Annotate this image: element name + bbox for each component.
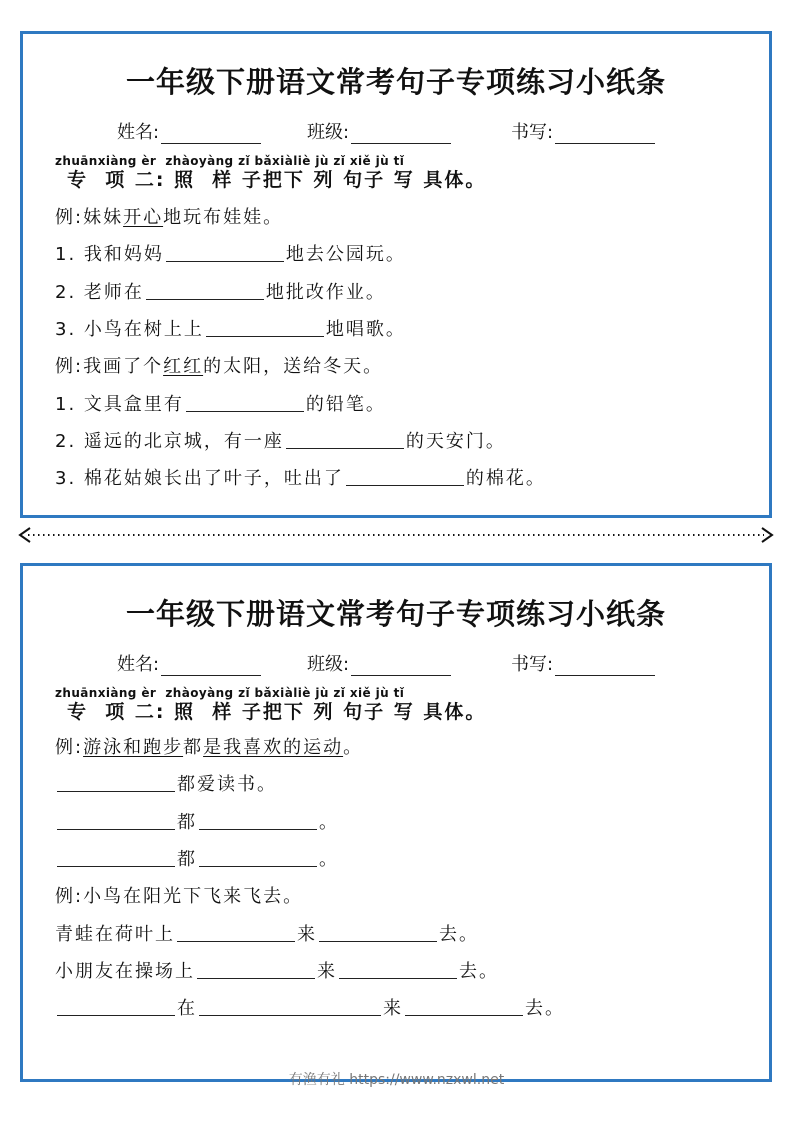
answer-blank[interactable] (346, 467, 464, 486)
answer-blank[interactable] (57, 773, 175, 792)
answer-blank[interactable] (206, 318, 324, 337)
exercise-line: 2. 老师在 地批改作业。 (55, 282, 386, 303)
section-heading: 专 项 二: 照 样 子把下 列 句子 写 具体。 (67, 701, 487, 723)
exercise-line: 都 。 (55, 811, 339, 835)
writing-blank[interactable] (555, 657, 655, 676)
footer-watermark: 有渔有礼 https://www.nzxwl.net (288, 1072, 505, 1088)
answer-blank[interactable] (177, 923, 295, 942)
worksheet-title: 一年级下册语文常考句子专项练习小纸条 (125, 597, 666, 631)
exercise-line: 1. 我和妈妈 地去公园玩。 (55, 244, 406, 265)
name-blank[interactable] (161, 657, 261, 676)
example-underline: 红红 (163, 356, 204, 377)
writing-label: 书写: (511, 122, 554, 143)
answer-blank[interactable] (57, 997, 175, 1016)
worksheet-title: 一年级下册语文常考句子专项练习小纸条 (125, 65, 666, 99)
answer-blank[interactable] (57, 811, 175, 830)
answer-blank[interactable] (199, 811, 317, 830)
answer-blank[interactable] (199, 997, 381, 1016)
class-label: 班级: (307, 654, 350, 675)
cut-line-divider (18, 527, 774, 543)
name-field[interactable] (117, 122, 261, 144)
exercise-line: 青蛙在荷叶上 来 去。 (55, 924, 479, 945)
example-sentence: 例:小鸟在阳光下飞来飞去。 (55, 886, 304, 907)
class-field[interactable] (307, 654, 451, 676)
exercise-line: 小朋友在操场上 来 去。 (55, 961, 499, 982)
section-pinyin: zhuānxiàng èr zhàoyàng zǐ bǎxiàliè jù zǐ xiě jù tǐ (55, 686, 405, 700)
exercise-line: 都爱读书。 (55, 773, 277, 797)
name-field[interactable] (117, 654, 261, 676)
exercise-line: 3. 小鸟在树上上 地唱歌。 (55, 319, 406, 340)
example-sentence: 例:妹妹开心地玩布娃娃。 (55, 207, 284, 228)
exercise-line: 2. 遥远的北京城，有一座 的天安门。 (55, 431, 506, 452)
writing-field[interactable] (511, 122, 655, 144)
exercise-line: 3. 棉花姑娘长出了叶子，吐出了 的棉花。 (55, 468, 546, 489)
answer-blank[interactable] (57, 848, 175, 867)
answer-blank[interactable] (166, 243, 284, 262)
section-heading: 专 项 二: 照 样 子把下 列 句子 写 具体。 (67, 169, 487, 191)
name-blank[interactable] (161, 125, 261, 144)
exercise-line: 在 来 去。 (55, 997, 565, 1021)
exercise-line: 1. 文具盒里有 的铅笔。 (55, 394, 386, 415)
example-underline: 是我喜欢的运动 (203, 737, 344, 758)
example-sentence: 例:我画了个红红的太阳，送给冬天。 (55, 356, 384, 377)
answer-blank[interactable] (319, 923, 437, 942)
worksheet-card-1 (20, 31, 772, 518)
student-info-row (23, 654, 769, 678)
class-field[interactable] (307, 122, 451, 144)
writing-label: 书写: (511, 654, 554, 675)
section-pinyin: zhuānxiàng èr zhàoyàng zǐ bǎxiàliè jù zǐ xiě jù tǐ (55, 154, 405, 168)
answer-blank[interactable] (405, 997, 523, 1016)
writing-blank[interactable] (555, 125, 655, 144)
class-label: 班级: (307, 122, 350, 143)
answer-blank[interactable] (199, 848, 317, 867)
class-blank[interactable] (351, 657, 451, 676)
example-underline: 游泳和跑步 (83, 737, 184, 758)
example-underline: 开心 (123, 207, 164, 228)
class-blank[interactable] (351, 125, 451, 144)
name-label: 姓名: (117, 122, 160, 143)
answer-blank[interactable] (339, 960, 457, 979)
example-sentence: 例:游泳和跑步都是我喜欢的运动。 (55, 737, 364, 758)
student-info-row (23, 122, 769, 146)
worksheet-card-2 (20, 563, 772, 1082)
name-label: 姓名: (117, 654, 160, 675)
answer-blank[interactable] (186, 393, 304, 412)
answer-blank[interactable] (146, 281, 264, 300)
answer-blank[interactable] (286, 430, 404, 449)
writing-field[interactable] (511, 654, 655, 676)
answer-blank[interactable] (197, 960, 315, 979)
exercise-line: 都 。 (55, 848, 339, 872)
